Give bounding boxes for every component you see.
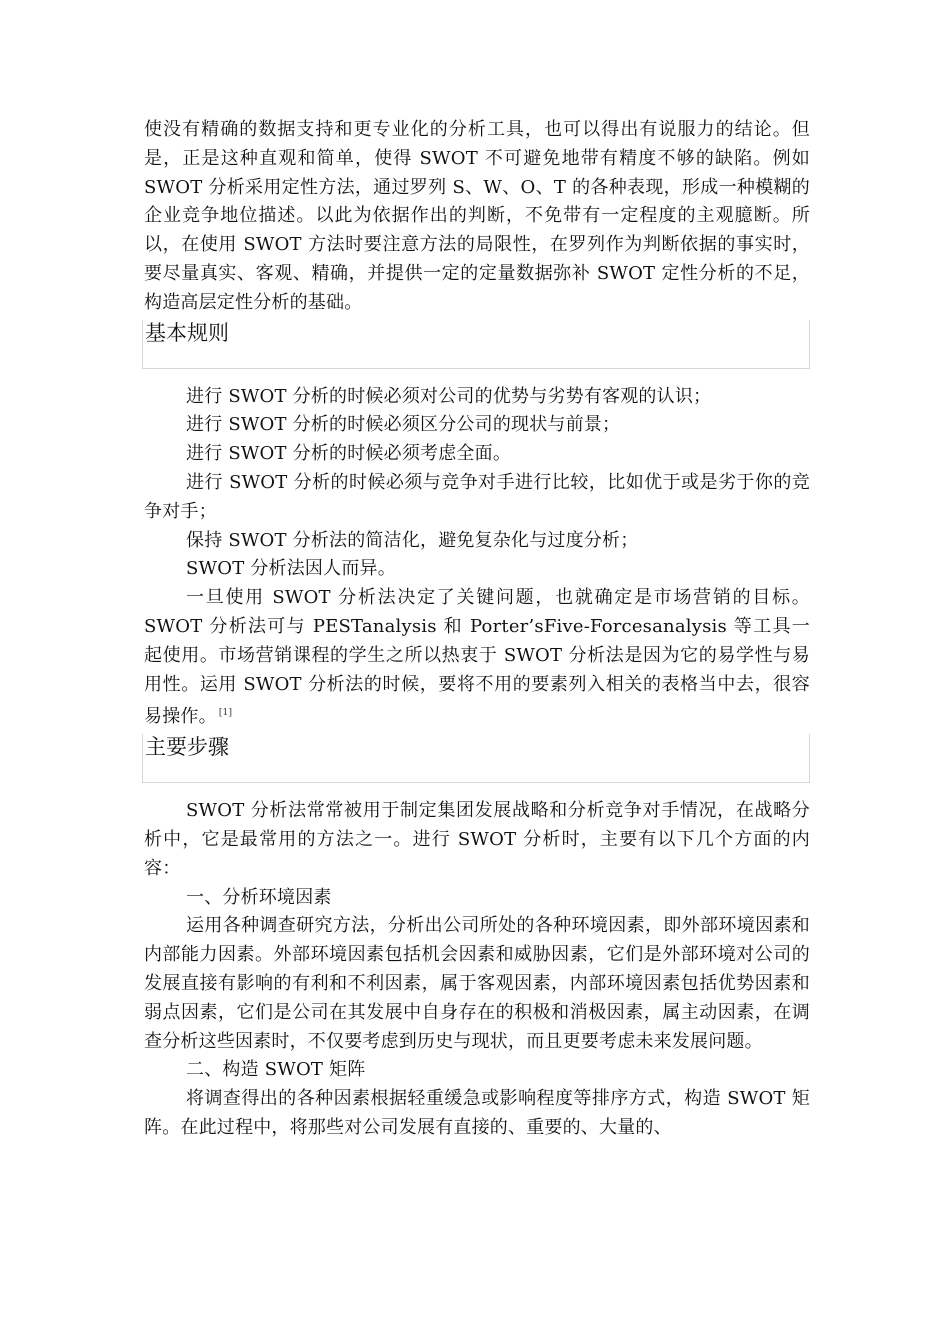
step-body: 运用各种调查研究方法，分析出公司所处的各种环境因素，即外部环境因素和内部能力因素。外部环境因素包括机会因素和威胁因素，它们是外部环境对公司的发展直接有影响的有利和不利因素，属于客观因素，内部环境因素包括优势因素和弱点因素，它们是公司在其发展中自身存在的积极和消极因素，属主动因素，在调查分析这些因素时，不仅要考虑到历史与现状，而且更要考虑未来发展问题。 xyxy=(144,915,810,1052)
closing-text: 一旦使用 SWOT 分析法决定了关键问题，也就确定是市场营销的目标。SWOT 分析法可与 PESTanalysis 和 Porter’sFive-Forcesanalysis 等工具一起使用。市场营销课程的学生之所以热衷于 SWOT 分析法是因为它的易学性与易用性。运用 SWOT 分析法的时候，要将不用的要素列入相关的表格当中去，很容易操作。 xyxy=(144,587,810,728)
rule-item: SWOT 分析法因人而异。 xyxy=(186,558,396,580)
step-body: 将调查得出的各种因素根据轻重缓急或影响程度等排序方式，构造 SWOT 矩阵。在此过程中，将那些对公司发展有直接的、重要的、大量的、 xyxy=(144,1088,810,1138)
document-body xyxy=(144,116,810,1143)
reference-link[interactable]: [1] xyxy=(218,708,233,719)
step-title: 二、构造 SWOT 矩阵 xyxy=(186,1059,366,1081)
section-title: 主要步骤 xyxy=(145,735,229,760)
step-title: 一、分析环境因素 xyxy=(186,886,332,908)
rule-item: 进行 SWOT 分析的时候必须区分公司的现状与前景； xyxy=(186,414,621,436)
closing-paragraph xyxy=(144,584,810,732)
section-title: 基本规则 xyxy=(145,320,229,345)
rule-item: 进行 SWOT 分析的时候必须对公司的优势与劣势有客观的认识； xyxy=(186,385,712,407)
rule-item: 进行 SWOT 分析的时候必须与竞争对手进行比较，比如优于或是劣于你的竞争对手； xyxy=(144,471,810,522)
section-heading-main-steps xyxy=(142,734,810,783)
rule-item: 保持 SWOT 分析法的简洁化，避免复杂化与过度分析； xyxy=(186,529,639,551)
steps-intro: SWOT 分析法常常被用于制定集团发展战略和分析竞争对手情况，在战略分析中，它是最常用的方法之一。进行 SWOT 分析时，主要有以下几个方面的内容： xyxy=(144,800,810,879)
rule-item: 进行 SWOT 分析的时候必须考虑全面。 xyxy=(186,443,512,465)
section-heading-basic-rules xyxy=(142,320,810,369)
intro-paragraph: 使没有精确的数据支持和更专业化的分析工具，也可以得出有说服力的结论。但是，正是这种直观和简单，使得 SWOT 不可避免地带有精度不够的缺陷。例如 SWOT 分析采用定性方法，通过罗列 S、W、O、T 的各种表现，形成一种模糊的企业竞争地位描述。以此为依据作出的判断，不免带有一定程度的主观臆断。所以，在使用 SWOT 方法时要注意方法的局限性，在罗列作为判断依据的事实时，要尽量真实、客观、精确，并提供一定的定量数据弥补 SWOT 定性分析的不足，构造高层定性分析的基础。 xyxy=(144,119,810,313)
